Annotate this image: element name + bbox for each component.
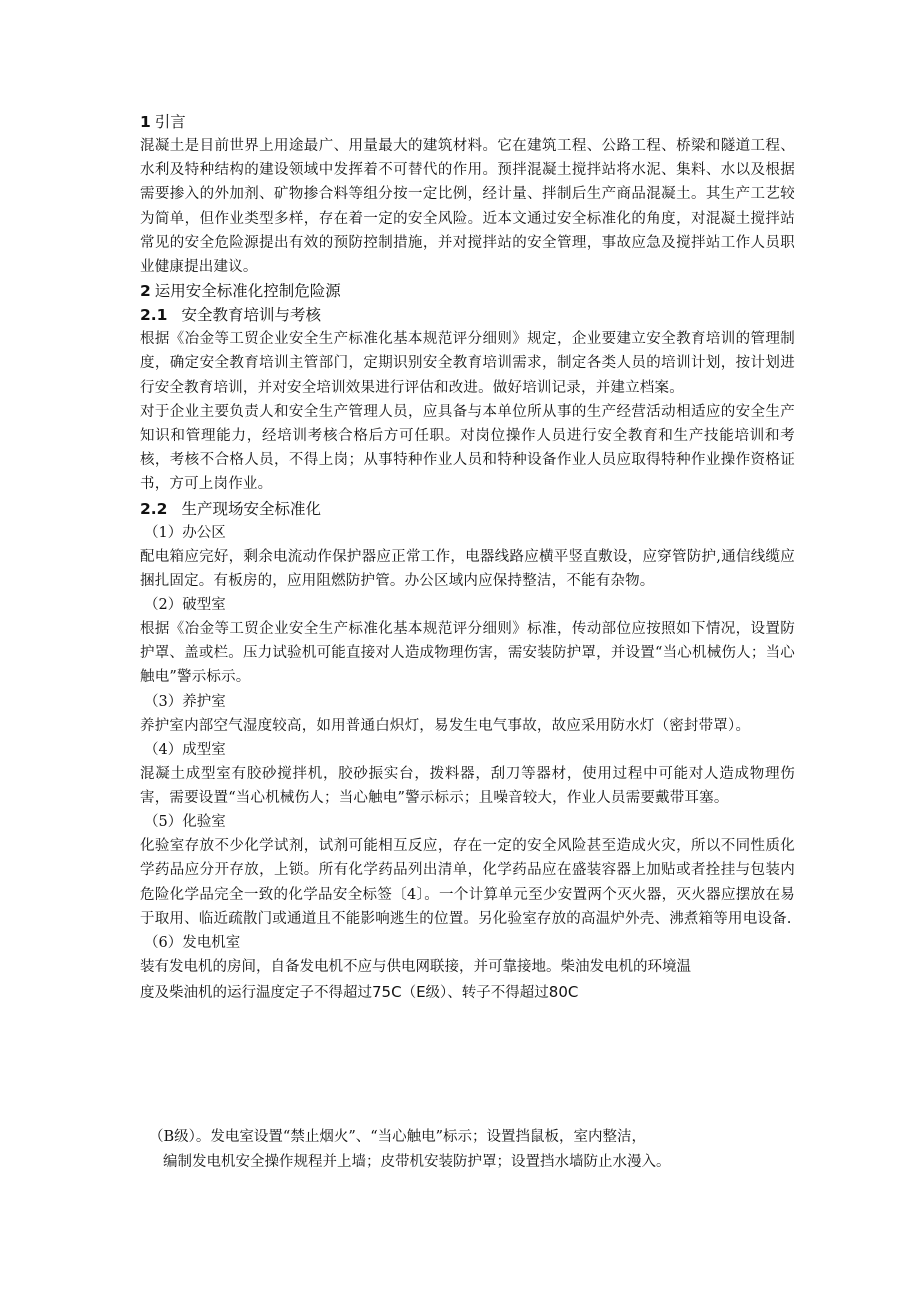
subsection-label: （4）成型室 — [144, 741, 226, 758]
paragraph: 化验室存放不少化学试剂，试剂可能相互反应，存在一定的安全风险甚至造成火灾，所以不同性质化学药品应分开存放，上锁。所有化学药品列出清单，化学药品应在盛装容器上加贴或者拴挂与包装内危险化学品完全一致的化学品安全标签〔4〕。一个计算单元至少安置两个灭火器，灭火器应摆放在易于取用、临近疏散门或通道且不能影响逃生的位置。另化验室存放的高温炉外壳、沸煮箱等用电设备. — [140, 838, 795, 927]
section-title: 安全教育培训与考核 — [181, 306, 321, 325]
temperature-value: 75C — [372, 982, 402, 1001]
subsection-label: （2）破型室 — [144, 597, 226, 614]
subsection-label: （1）办公区 — [144, 524, 226, 541]
text-run: 级）、转子不得超过 — [425, 984, 549, 1001]
section-number: 1 — [140, 113, 151, 131]
text-run: 度及柴油机的运行温度定子不得超过 — [140, 984, 372, 1001]
paragraph-line: 装有发电机的房间，自备发电机不应与供电网联接，并可靠接地。柴油发电机的环境温 — [140, 959, 691, 976]
subsection-label: （6）发电机室 — [144, 935, 241, 952]
text-run: （ — [401, 984, 417, 1001]
section-number: 2.1 — [140, 306, 168, 325]
paragraph: 根据《冶金等工贸企业安全生产标准化基本规范评分细则》规定，企业要建立安全教育培训的管理制度，确定安全教育培训主管部门，定期识别安全教育培训需求，制定各类人员的培训计划，按计划进行安全教育培训，并对安全培训效果进行评估和改进。做好培训记录，并建立档案。 — [140, 331, 795, 396]
subsection-label: （5）化验室 — [144, 814, 226, 831]
section-1-heading — [140, 110, 795, 134]
section-2-heading — [140, 279, 795, 303]
grade-value: E — [416, 982, 426, 1001]
document-body — [140, 110, 795, 1005]
temperature-value: 80C — [548, 982, 579, 1001]
section-title: 生产现场安全标准化 — [181, 499, 321, 518]
section-2-1-heading — [140, 303, 795, 327]
paragraph: 混凝土是目前世界上用途最广、用量最大的建筑材料。它在建筑工程、公路工程、桥梁和隧道工程、水利及特种结构的建设领域中发挥着不可替代的作用。预拌混凝土搅拌站将水泥、集料、水以及根据需要掺入的外加剂、矿物掺合料等组分按一定比例，经计量、拌制后生产商品混凝土。其生产工艺较为简单，但作业类型多样，存在着一定的安全风险。近本文通过安全标准化的角度，对混凝土搅拌站常见的安全危险源提出有效的预防控制措施，并对搅拌站的安全管理，事故应急及搅拌站工作人员职业健康提出建议。 — [140, 138, 795, 276]
paragraph: 对于企业主要负责人和安全生产管理人员，应具备与本单位所从事的生产经营活动相适应的安全生产知识和管理能力，经培训考核合格后方可任职。对岗位操作人员进行安全教育和生产技能培训和考核，考核不合格人员，不得上岗；从事特种作业人员和特种设备作业人员应取得特种作业操作资格证书，方可上岗作业。 — [140, 403, 795, 493]
paragraph: 混凝土成型室有胶砂搅拌机，胶砂振实台，拨料器，刮刀等器材，使用过程中可能对人造成物理伤害，需要设置“当心机械伤人；当心触电”警示标示；且噪音较大，作业人员需要戴带耳塞。 — [140, 765, 795, 807]
paragraph-line: （B级）。发电室设置“禁止烟火”、“当心触电”标示；设置挡鼠板，室内整洁， — [149, 1129, 647, 1145]
paragraph: 养护室内部空气湿度较高，如用普通白炽灯，易发生电气事故，故应采用防水灯（密封带罩）。 — [140, 717, 751, 734]
paragraph: 配电箱应完好，剩余电流动作保护器应正常工作，电器线路应横平竖直敷设，应穿管防护,通信线缆应捆扎固定。有板房的，应用阻燃防护管。办公区域内应保持整洁，不能有杂物。 — [140, 548, 795, 589]
section-title: 运用安全标准化控制危险源 — [154, 282, 341, 301]
section-title: 引言 — [154, 113, 186, 131]
section-2-2-heading — [140, 497, 795, 521]
paragraph-line: 编制发电机安全操作规程并上墙；皮带机安装防护罩；设置挡水墙防止水漫入。 — [163, 1154, 671, 1170]
paragraph-line — [140, 980, 795, 1006]
subsection-label: （3）养护室 — [144, 693, 226, 710]
section-number: 2 — [140, 282, 151, 301]
section-number: 2.2 — [140, 499, 168, 518]
paragraph: 根据《冶金等工贸企业安全生产标准化基本规范评分细则》标准，传动部位应按照如下情况，设置防护罩、盖或栏。压力试验机可能直接对人造成物理伤害，需安装防护罩，并设置“当心机械伤人；当心触电”警示标示。 — [140, 621, 795, 686]
